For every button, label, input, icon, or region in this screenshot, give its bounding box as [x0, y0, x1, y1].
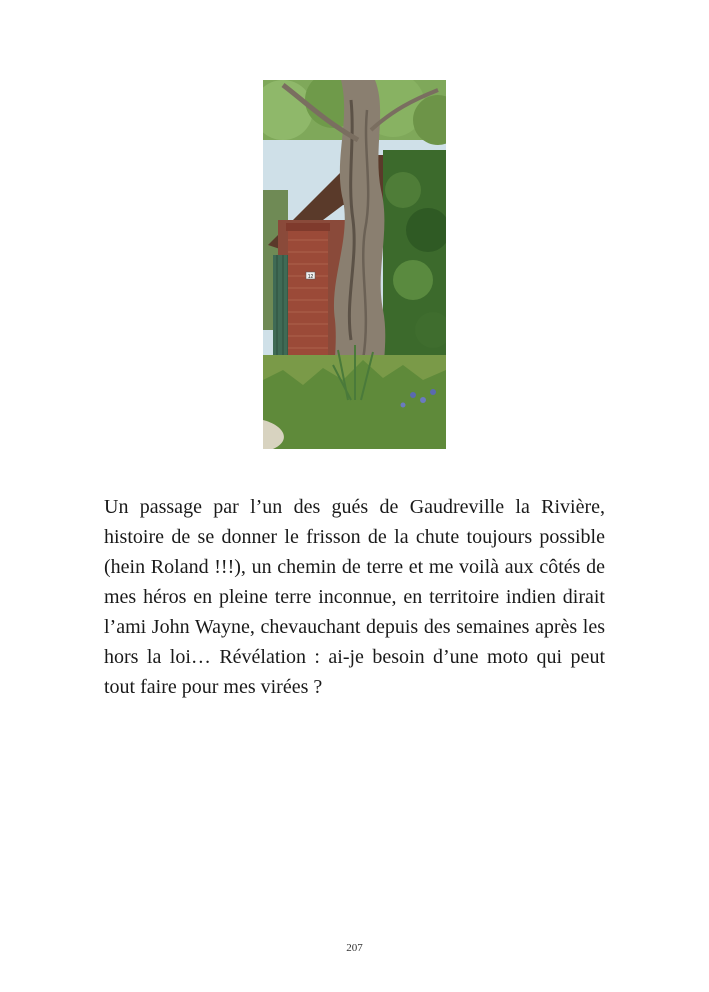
gate-number: 12 [307, 274, 314, 280]
body-paragraph: Un passage par l’un des gués de Gaudreville la Rivière, histoire de se donner le frisson de la chute toujours possible (hein Roland !!!), un chemin de terre et me voilà aux côtés de mes héros en pleine terre inconnue, en territoire indien dirait l’ami John Wayne, chevauchant depuis des semaines après les hors la loi… Révélation : ai-je besoin d’une moto qui peut tout faire pour mes virées ? [104, 496, 605, 698]
tree-photo [263, 80, 446, 449]
page-number: 207 [346, 942, 363, 954]
